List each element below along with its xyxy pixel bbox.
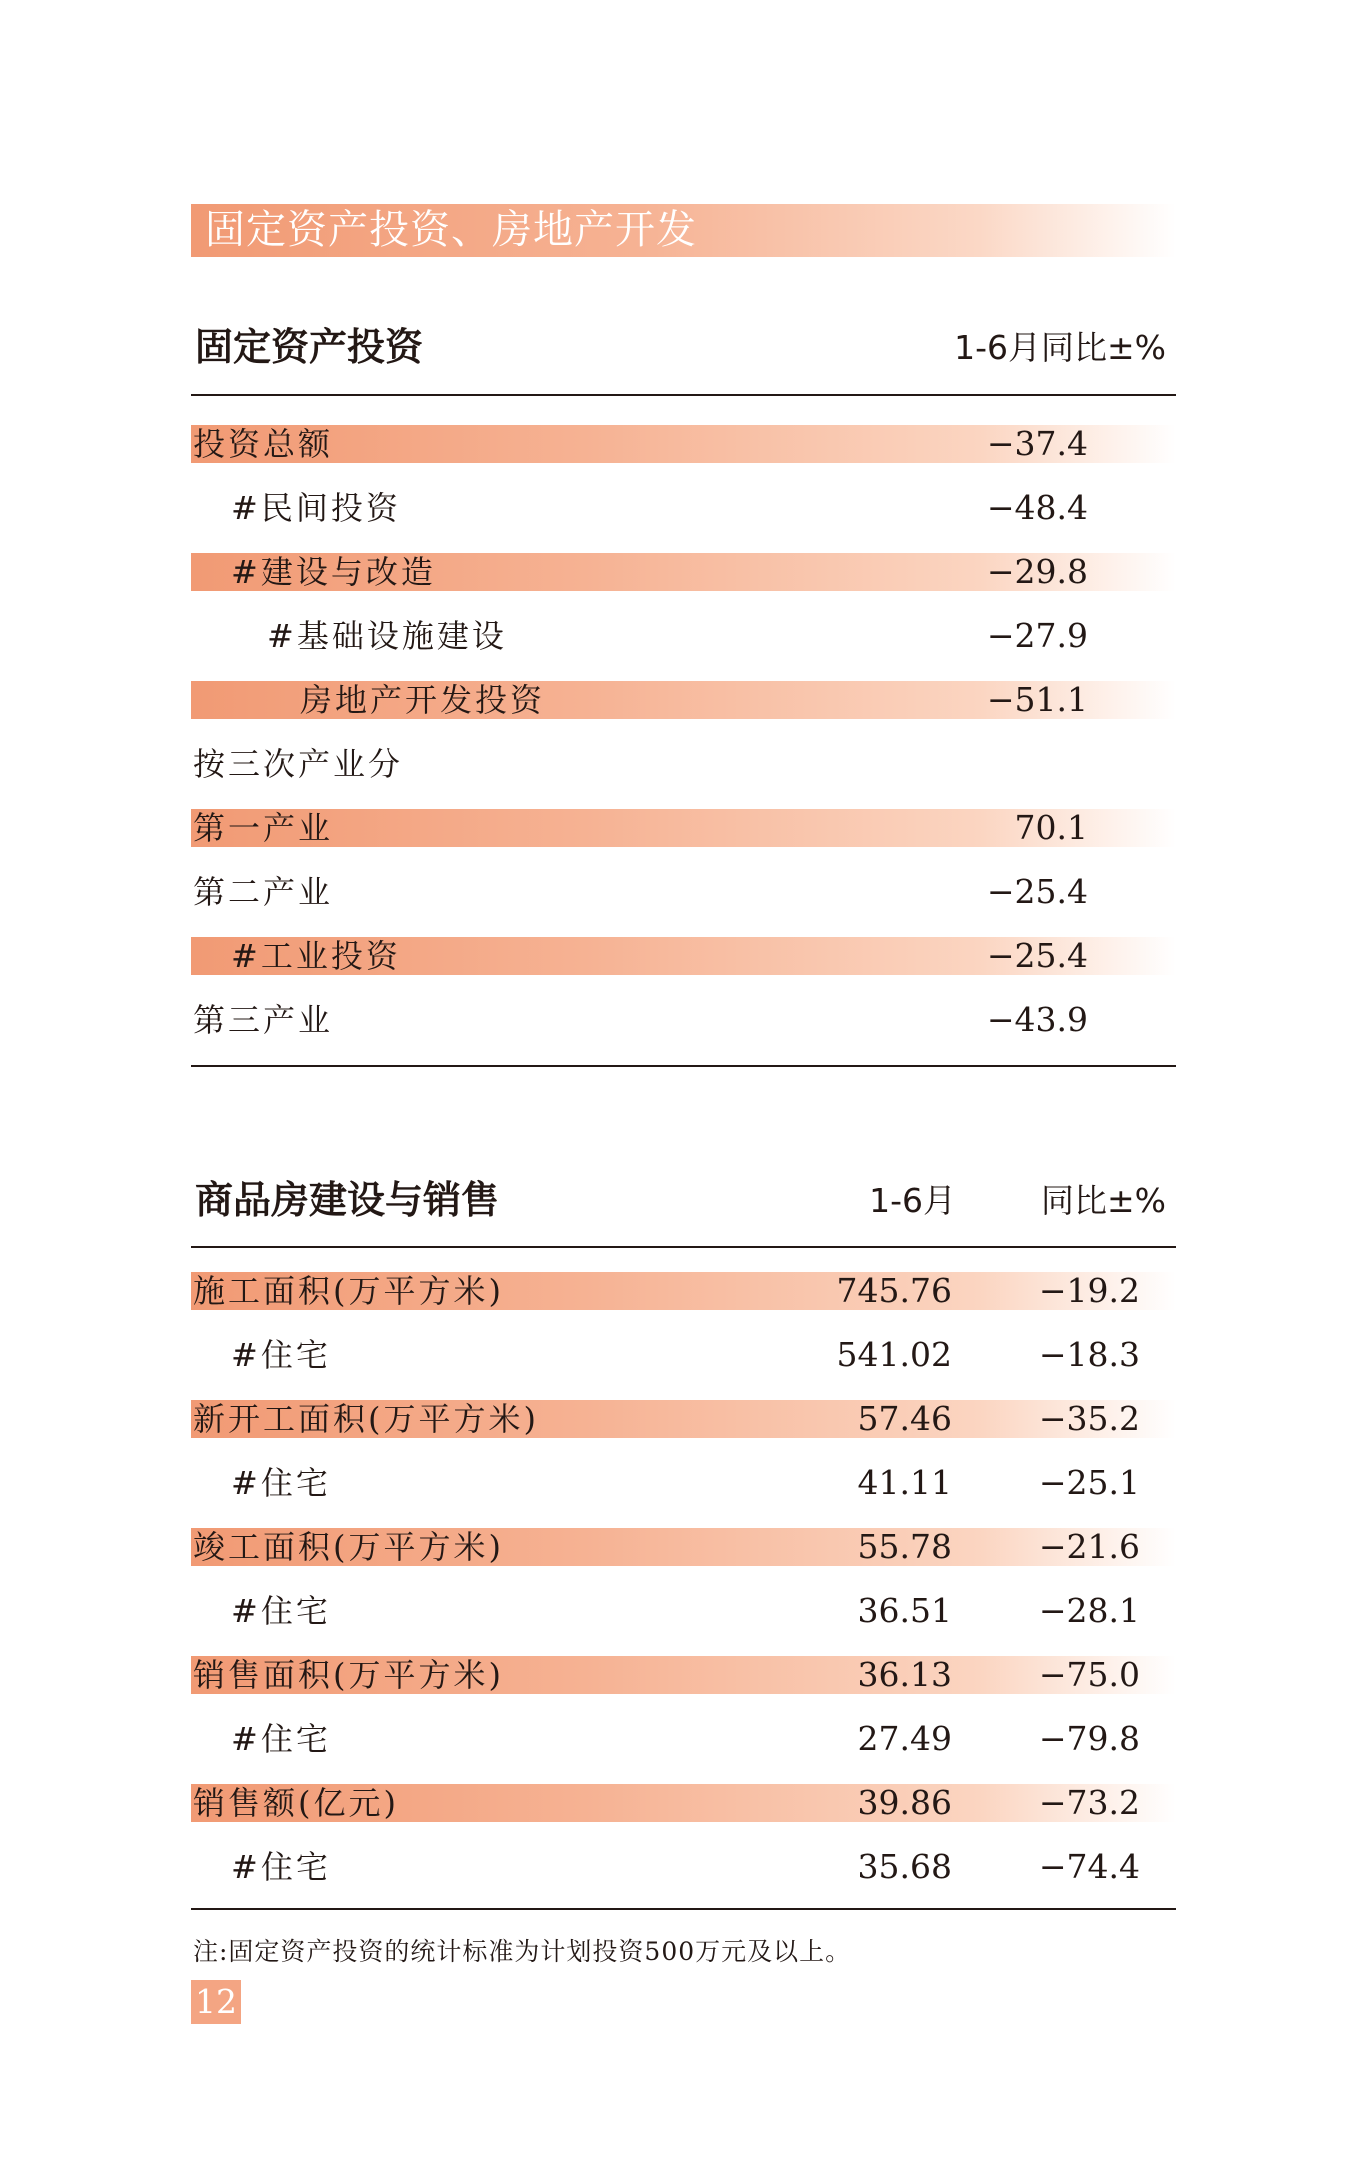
row-value-yoy: −18.3 [1038, 1335, 1140, 1374]
row-label: 房地产开发投资 [300, 681, 546, 719]
row-value-yoy: −35.2 [1038, 1399, 1140, 1438]
table-row [191, 1528, 1176, 1566]
row-value-yoy: −19.2 [1038, 1271, 1140, 1310]
page-number: 12 [191, 1980, 241, 2024]
table-row [191, 1656, 1176, 1694]
row-label: 第二产业 [193, 873, 334, 911]
row-label: #建设与改造 [231, 553, 436, 591]
row-label: #住宅 [231, 1464, 331, 1502]
row-value-yoy: −75.0 [1038, 1655, 1140, 1694]
row-label: 施工面积(万平方米) [193, 1272, 504, 1310]
housing-title: 商品房建设与销售 [195, 1178, 500, 1222]
row-label: #住宅 [231, 1720, 331, 1758]
row-value: −29.8 [986, 552, 1088, 591]
table-row [191, 617, 1176, 655]
table-row [191, 681, 1176, 719]
table-row [191, 1592, 1176, 1630]
row-label: #基础设施建设 [267, 617, 507, 655]
table-row [191, 1720, 1176, 1758]
row-value-yoy: −28.1 [1038, 1591, 1140, 1630]
row-value-yoy: −79.8 [1038, 1719, 1140, 1758]
row-value: −27.9 [986, 616, 1088, 655]
housing-bottom-rule [191, 1908, 1176, 1910]
row-label: #民间投资 [231, 489, 401, 527]
row-value-period: 36.13 [857, 1655, 952, 1694]
row-value-yoy: −21.6 [1038, 1527, 1140, 1566]
row-value: −48.4 [986, 488, 1088, 527]
row-value: −25.4 [986, 872, 1088, 911]
table-row [191, 1001, 1176, 1039]
row-value-period: 57.46 [857, 1399, 952, 1438]
row-value-period: 39.86 [857, 1783, 952, 1822]
row-value: 70.1 [1014, 808, 1088, 847]
row-label: 按三次产业分 [193, 745, 404, 783]
row-value: −37.4 [986, 424, 1088, 463]
table-row [191, 745, 1176, 783]
row-label: #工业投资 [231, 937, 401, 975]
investment-title: 固定资产投资 [195, 325, 424, 369]
row-label: 新开工面积(万平方米) [193, 1400, 539, 1438]
row-label: #住宅 [231, 1848, 331, 1886]
table-row [191, 1784, 1176, 1822]
investment-bottom-rule [191, 1065, 1176, 1067]
housing-column-yoy: 同比±% [1040, 1181, 1166, 1220]
row-value-yoy: −25.1 [1038, 1463, 1140, 1502]
row-value-period: 55.78 [857, 1527, 952, 1566]
row-value-period: 36.51 [857, 1591, 952, 1630]
table-row [191, 1848, 1176, 1886]
row-value-period: 27.49 [857, 1719, 952, 1758]
table-row [191, 1272, 1176, 1310]
banner-title: 固定资产投资、房地产开发 [205, 207, 697, 253]
row-value-period: 41.11 [857, 1463, 952, 1502]
row-label: 第三产业 [193, 1001, 334, 1039]
table-row [191, 1336, 1176, 1374]
row-value: −25.4 [986, 936, 1088, 975]
row-label: 竣工面积(万平方米) [193, 1528, 504, 1566]
investment-header [191, 325, 1176, 385]
table-row [191, 809, 1176, 847]
table-row [191, 553, 1176, 591]
housing-top-rule [191, 1246, 1176, 1248]
investment-column-header: 1-6月同比±% [954, 328, 1166, 367]
row-value-period: 745.76 [836, 1271, 952, 1310]
row-label: 投资总额 [193, 425, 334, 463]
table-row [191, 489, 1176, 527]
row-value: −43.9 [986, 1000, 1088, 1039]
table-row [191, 873, 1176, 911]
row-label: 销售额(亿元) [193, 1784, 399, 1822]
table-row [191, 1400, 1176, 1438]
investment-top-rule [191, 394, 1176, 396]
table-row [191, 937, 1176, 975]
row-label: #住宅 [231, 1592, 331, 1630]
footnote: 注:固定资产投资的统计标准为计划投资500万元及以上。 [193, 1937, 852, 1966]
table-row [191, 1464, 1176, 1502]
row-value: −51.1 [986, 680, 1088, 719]
row-value-period: 35.68 [857, 1847, 952, 1886]
row-label: 销售面积(万平方米) [193, 1656, 504, 1694]
row-value-period: 541.02 [836, 1335, 952, 1374]
table-row [191, 425, 1176, 463]
row-value-yoy: −73.2 [1038, 1783, 1140, 1822]
housing-column-period: 1-6月 [869, 1181, 956, 1220]
section-banner [191, 204, 1176, 257]
row-value-yoy: −74.4 [1038, 1847, 1140, 1886]
row-label: 第一产业 [193, 809, 334, 847]
row-label: #住宅 [231, 1336, 331, 1374]
housing-header [191, 1178, 1176, 1238]
